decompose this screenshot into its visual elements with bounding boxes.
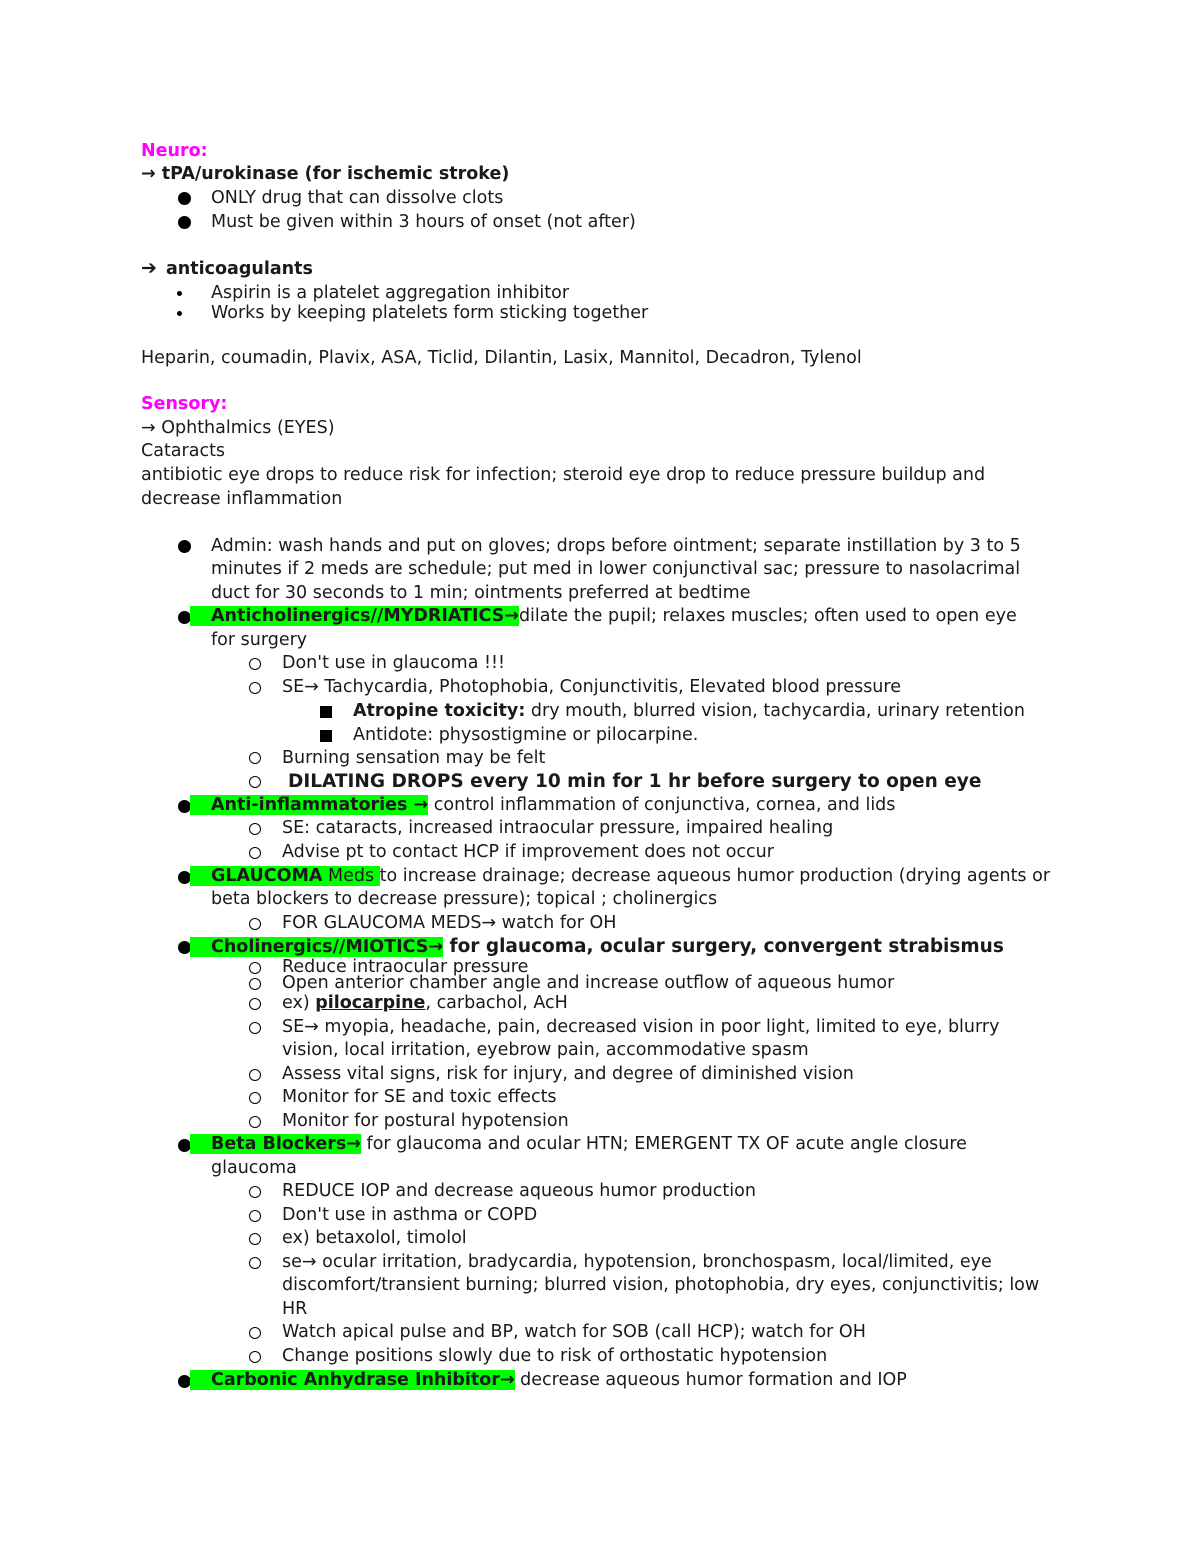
anticholinergics-text: for surgery xyxy=(211,630,308,650)
bullet-disc-icon xyxy=(178,192,191,205)
bullet-disc-icon xyxy=(178,540,191,553)
bullet-circle-icon xyxy=(249,1092,261,1104)
anticholinergics-item xyxy=(190,605,1017,628)
bullet-circle-icon xyxy=(249,682,261,694)
atropine-text: dry mouth, blurred vision, tachycardia, urinary retention xyxy=(525,701,1025,721)
sub-item: FOR GLAUCOMA MEDS→ watch for OH xyxy=(282,913,617,933)
bullet-circle-icon xyxy=(249,998,261,1010)
sensory-heading: Sensory: xyxy=(141,394,228,414)
sub-item: Don't use in asthma or COPD xyxy=(282,1205,538,1225)
antiinflammatories-item xyxy=(190,794,895,817)
sub-item: Don't use in glaucoma !!! xyxy=(282,653,506,673)
cholinergics-label: Cholinergics//MIOTICS→ xyxy=(190,937,443,957)
example-rest: , carbachol, AcH xyxy=(425,993,568,1013)
tpa-item: Must be given within 3 hours of onset (not after) xyxy=(211,212,636,232)
bullet-circle-icon xyxy=(249,1351,261,1363)
glaucoma-text: beta blockers to decrease pressure); topical ; cholinergics xyxy=(211,889,718,909)
bullet-small-icon xyxy=(177,311,182,316)
se-text: HR xyxy=(282,1299,308,1319)
carbonic-item xyxy=(190,1369,907,1392)
glaucoma-label: GLAUCOMA xyxy=(190,866,322,886)
sub-item: Change positions slowly due to risk of orthostatic hypotension xyxy=(282,1346,828,1366)
bullet-disc-icon xyxy=(178,216,191,229)
sub-item: ex) betaxolol, timolol xyxy=(282,1228,467,1248)
admin-text: duct for 30 seconds to 1 min; ointments preferred at bedtime xyxy=(211,583,751,603)
sub-item: SE: cataracts, increased intraocular pressure, impaired healing xyxy=(282,818,834,838)
bullet-circle-icon xyxy=(249,1257,261,1269)
example-prefix: ex) xyxy=(282,993,316,1013)
sub-item: Open anterior chamber angle and increase outflow of aqueous humor xyxy=(282,973,895,993)
bullet-circle-icon xyxy=(249,752,261,764)
bullet-circle-icon xyxy=(249,847,261,859)
sub-item: Monitor for postural hypotension xyxy=(282,1111,569,1131)
drug-list: Heparin, coumadin, Plavix, ASA, Ticlid, Dilantin, Lasix, Mannitol, Decadron, Tylenol xyxy=(141,348,862,368)
glaucoma-text: to increase drainage; decrease aqueous humor production (drying agents or xyxy=(379,866,1051,886)
neuro-heading: Neuro: xyxy=(141,141,208,161)
beta-blockers-text: for glaucoma and ocular HTN; EMERGENT TX OF acute angle closure xyxy=(360,1134,967,1154)
cataracts-line: Cataracts xyxy=(141,441,226,461)
bullet-circle-icon xyxy=(249,978,261,990)
antiinflammatories-text: control inflammation of conjunctiva, cornea, and lids xyxy=(428,795,896,815)
bullet-circle-icon xyxy=(249,1186,261,1198)
atropine-label: Atropine toxicity: xyxy=(353,701,526,721)
bullet-circle-icon xyxy=(249,823,261,835)
sub-item: Watch apical pulse and BP, watch for SOB (call HCP); watch for OH xyxy=(282,1322,866,1342)
sub-item: Reduce intraocular pressure xyxy=(282,957,529,977)
sub-item: Assess vital signs, risk for injury, and degree of diminished vision xyxy=(282,1064,854,1084)
carbonic-text: decrease aqueous humor formation and IOP xyxy=(514,1370,907,1390)
admin-text: minutes if 2 meds are schedule; put med in lower conjunctival sac; pressure to nasolacrimal xyxy=(211,559,1021,579)
bullet-circle-icon xyxy=(249,1022,261,1034)
sub-item: SE→ Tachycardia, Photophobia, Conjunctivitis, Elevated blood pressure xyxy=(282,677,901,697)
arrow-right-icon: ➔ xyxy=(141,257,157,279)
tpa-title: → tPA/urokinase (for ischemic stroke) xyxy=(141,164,510,184)
se-text: SE→ myopia, headache, pain, decreased vision in poor light, limited to eye, blurry xyxy=(282,1017,1000,1037)
pilocarpine-text: pilocarpine xyxy=(315,993,426,1013)
se-text: vision, local irritation, eyebrow pain, accommodative spasm xyxy=(282,1040,809,1060)
antiinflammatories-label: Anti-inflammatories → xyxy=(190,795,428,815)
se-text: se→ ocular irritation, bradycardia, hypotension, bronchospasm, local/limited, eye xyxy=(282,1252,992,1272)
bullet-circle-icon xyxy=(249,1069,261,1081)
anticholinergics-text: dilate the pupil; relaxes muscles; often used to open eye xyxy=(518,606,1017,626)
anticoag-item: Aspirin is a platelet aggregation inhibitor xyxy=(211,283,570,303)
anticholinergics-label: Anticholinergics//MYDRIATICS→ xyxy=(190,606,519,626)
bullet-circle-icon xyxy=(249,962,261,974)
anticoag-title: anticoagulants xyxy=(166,259,313,279)
admin-text: Admin: wash hands and put on gloves; drops before ointment; separate instillation by 3 to 5 xyxy=(211,536,1021,556)
bullet-circle-icon xyxy=(249,1210,261,1222)
bullet-square-icon xyxy=(320,730,332,742)
bullet-small-icon xyxy=(177,291,182,296)
sub-item: Advise pt to contact HCP if improvement does not occur xyxy=(282,842,774,862)
glaucoma-item xyxy=(190,865,1050,888)
bullet-circle-icon xyxy=(249,918,261,930)
se-text: discomfort/transient burning; blurred vision, photophobia, dry eyes, conjunctivitis; low xyxy=(282,1275,1040,1295)
cataract-text: antibiotic eye drops to reduce risk for infection; steroid eye drop to reduce pressure buildup and xyxy=(141,465,986,485)
beta-blockers-text: glaucoma xyxy=(211,1158,297,1178)
bullet-circle-icon xyxy=(249,1116,261,1128)
beta-blockers-item xyxy=(190,1133,967,1156)
sub-item: REDUCE IOP and decrease aqueous humor production xyxy=(282,1181,756,1201)
cataract-text: decrease inflammation xyxy=(141,489,343,509)
sub-item: Monitor for SE and toxic effects xyxy=(282,1087,557,1107)
beta-blockers-label: Beta Blockers→ xyxy=(190,1134,361,1154)
tpa-item: ONLY drug that can dissolve clots xyxy=(211,188,504,208)
glaucoma-label-meds: Meds xyxy=(322,866,380,886)
bullet-circle-icon xyxy=(249,1327,261,1339)
sub-item: Burning sensation may be felt xyxy=(282,748,546,768)
example-item xyxy=(282,992,568,1015)
atropine-item xyxy=(353,700,1025,723)
anticoag-item: Works by keeping platelets form sticking together xyxy=(211,303,649,323)
bullet-square-icon xyxy=(320,706,332,718)
antidote-item: Antidote: physostigmine or pilocarpine. xyxy=(353,725,699,745)
bullet-circle-icon xyxy=(249,658,261,670)
bullet-circle-icon xyxy=(249,776,261,788)
cholinergics-text: for glaucoma, ocular surgery, convergent strabismus xyxy=(443,936,1004,957)
bullet-circle-icon xyxy=(249,1233,261,1245)
ophthalmics-line: → Ophthalmics (EYES) xyxy=(141,418,335,438)
carbonic-label: Carbonic Anhydrase Inhibitor→ xyxy=(190,1370,515,1390)
dilating-drops: DILATING DROPS every 10 min for 1 hr before surgery to open eye xyxy=(288,771,982,792)
